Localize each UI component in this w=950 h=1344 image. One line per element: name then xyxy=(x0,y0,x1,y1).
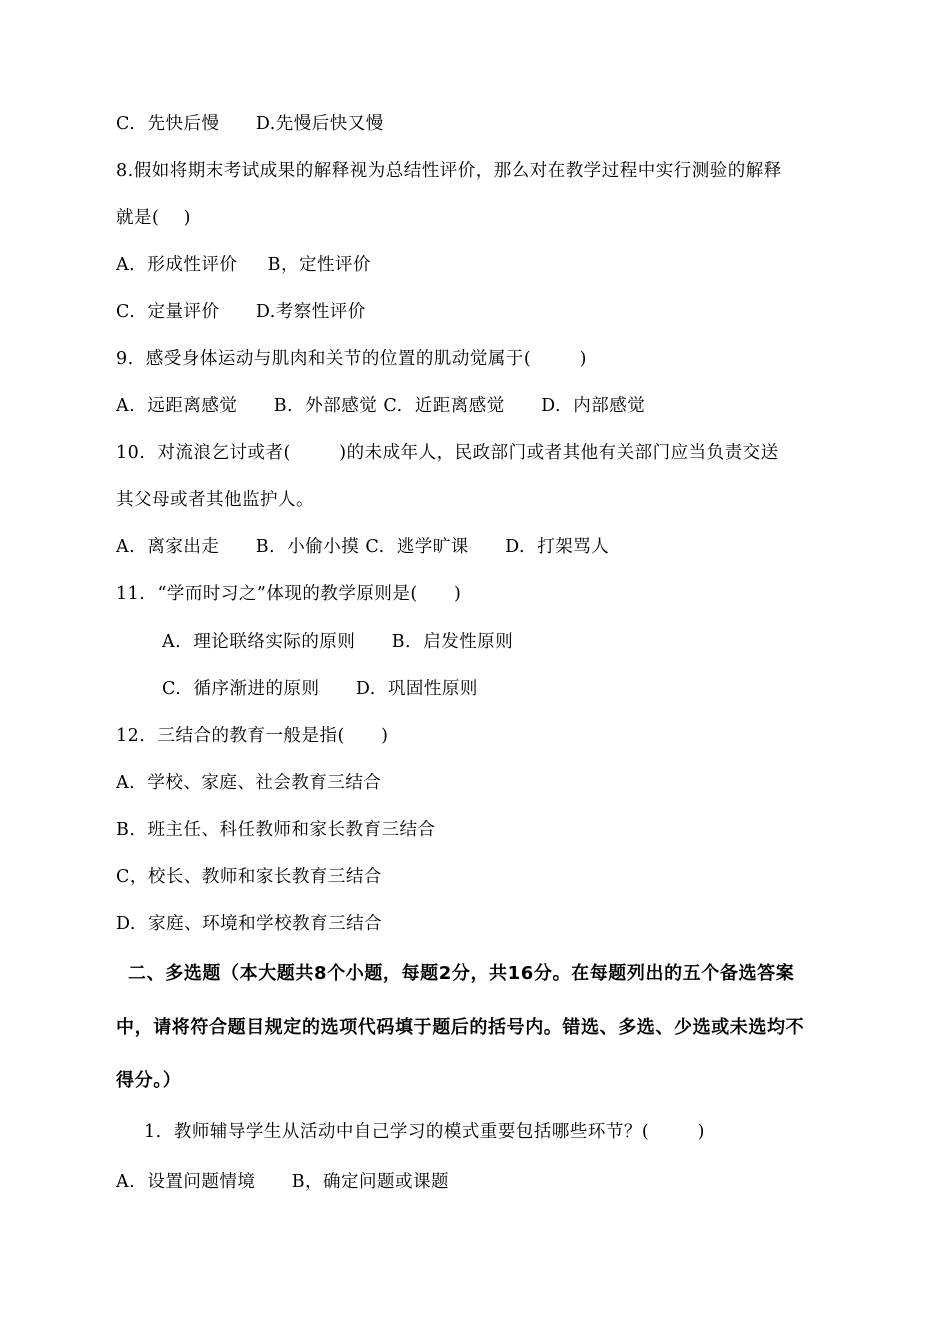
question-10-line-2: 其父母或者其他监护人。 xyxy=(116,490,314,510)
option-line-q10: A. 离家出走 B. 小偷小摸 C. 逃学旷课 D. 打架骂人 xyxy=(116,537,610,557)
multi-question-1: 1. 教师辅导学生从活动中自己学习的模式重要包括哪些环节？( ) xyxy=(144,1122,705,1142)
option-line-q11-cd: C. 循序渐进的原则 D. 巩固性原则 xyxy=(162,679,478,699)
section-heading-line-1: 二、多选题（本大题共8个小题，每题2分，共16分。在每题列出的五个备选答案 xyxy=(128,963,795,984)
option-line-q11-ab: A. 理论联络实际的原则 B. 启发性原则 xyxy=(162,632,514,652)
question-8-line-1: 8.假如将期末考试成果的解释视为总结性评价，那么对在教学过程中实行测验的解释 xyxy=(116,161,782,181)
option-line-q7-cd: C. 先快后慢 D.先慢后快又慢 xyxy=(116,114,384,134)
option-q12-d: D. 家庭、环境和学校教育三结合 xyxy=(116,914,383,934)
option-line-mq1-ab: A. 设置问题情境 B，确定问题或课题 xyxy=(116,1172,450,1192)
question-8-line-2: 就是( ) xyxy=(116,208,191,228)
question-11: 11. “学而时习之”体现的教学原则是( ) xyxy=(116,584,462,604)
option-line-q9: A. 远距离感觉 B. 外部感觉 C. 近距离感觉 D. 内部感觉 xyxy=(116,396,646,416)
option-q12-a: A. 学校、家庭、社会教育三结合 xyxy=(116,773,382,793)
section-heading-line-3: 得分。） xyxy=(116,1070,182,1091)
question-12: 12. 三结合的教育一般是指( ) xyxy=(116,726,389,746)
option-q12-c: C，校长、教师和家长教育三结合 xyxy=(116,867,382,887)
option-line-q8-ab: A. 形成性评价 B，定性评价 xyxy=(116,255,371,275)
section-heading-line-2: 中，请将符合题目规定的选项代码填于题后的括号内。错选、多选、少选或未选均不 xyxy=(116,1017,805,1038)
question-9: 9. 感受身体运动与肌肉和关节的位置的肌动觉属于( ) xyxy=(116,349,587,369)
question-10-line-1: 10. 对流浪乞讨或者( )的未成年人，民政部门或者其他有关部门应当负责交送 xyxy=(116,443,779,463)
option-q12-b: B. 班主任、科任教师和家长教育三结合 xyxy=(116,820,436,840)
option-line-q8-cd: C. 定量评价 D.考察性评价 xyxy=(116,302,366,322)
